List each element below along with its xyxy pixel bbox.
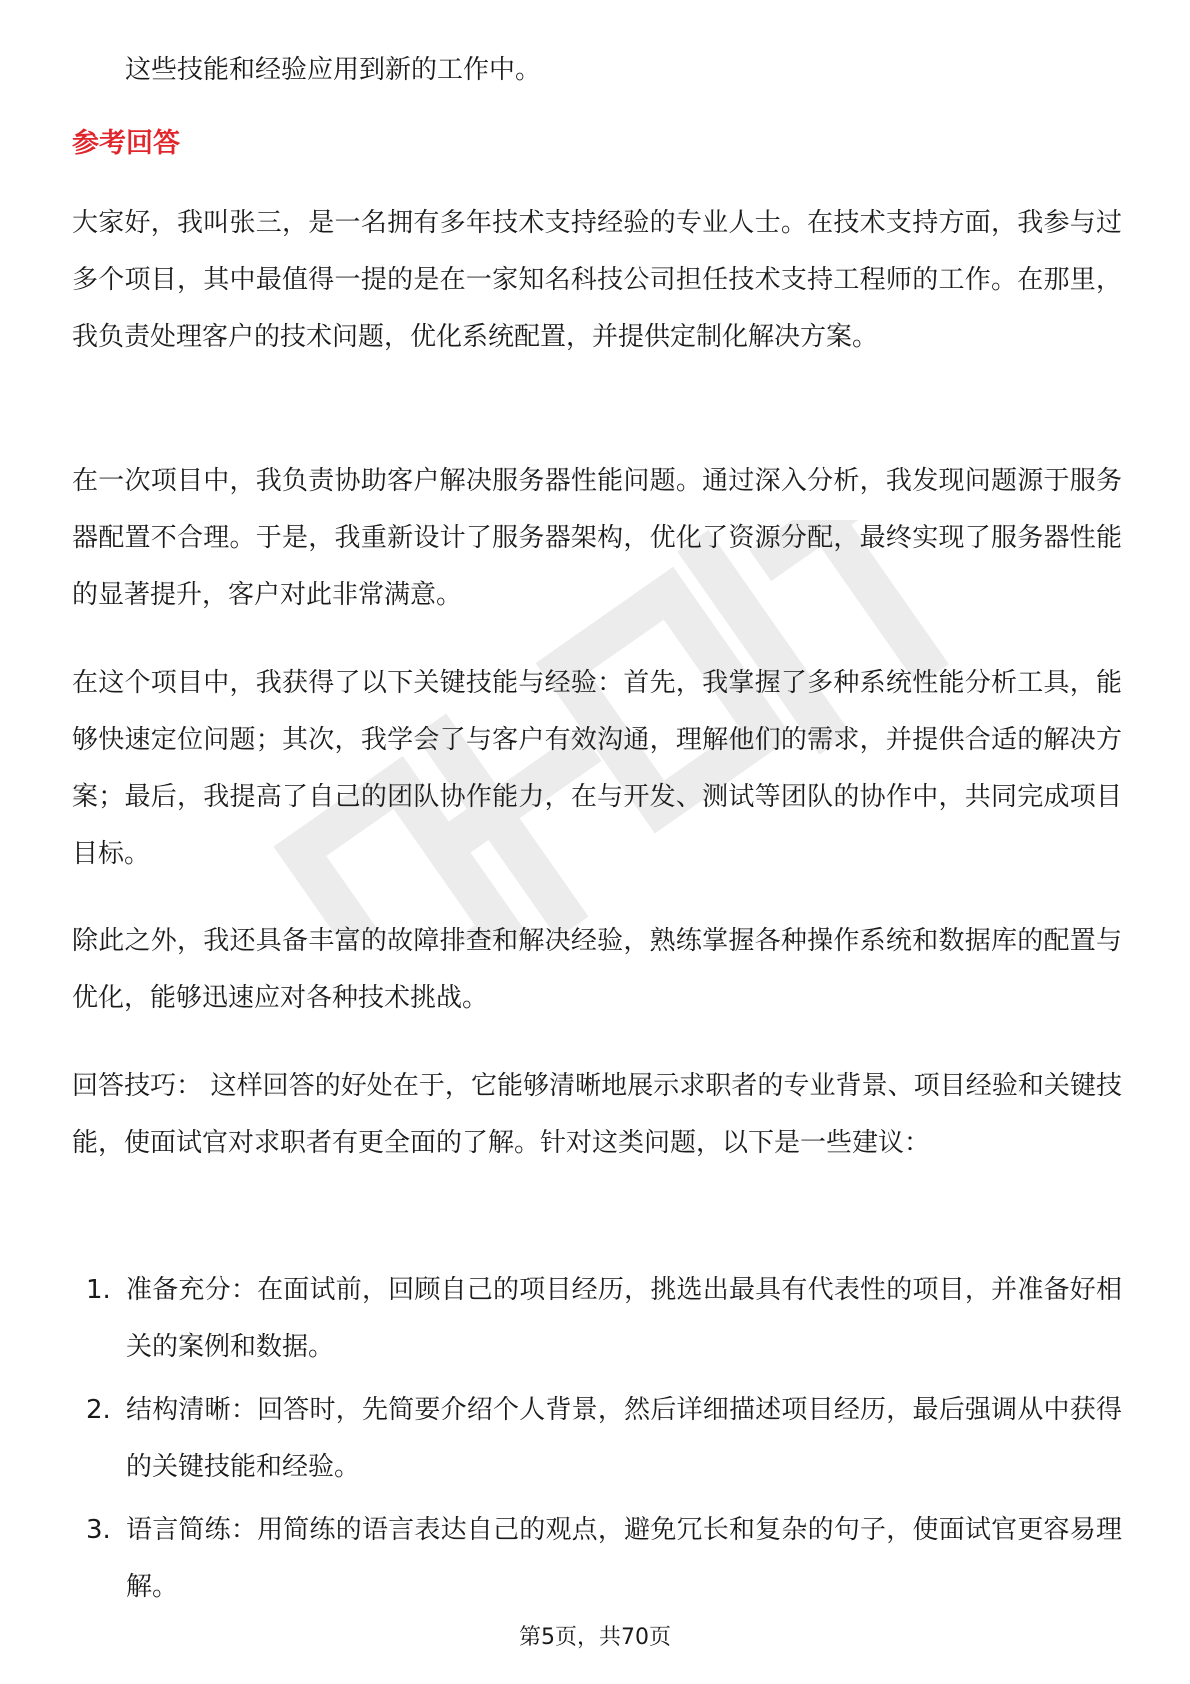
list-item-text: 准备充分：在面试前，回顾自己的项目经历，挑选出最具有代表性的项目，并准备好相关的案例和数据。 bbox=[126, 1275, 1122, 1362]
answer-paragraph-extra: 除此之外，我还具备丰富的故障排查和解决经验，熟练掌握各种操作系统和数据库的配置与优化，能够迅速应对各种技术挑战。 bbox=[72, 926, 1122, 1013]
list-item-number: 2. bbox=[86, 1395, 111, 1425]
list-item bbox=[72, 1502, 1122, 1616]
answer-tips-paragraph: 回答技巧： 这样回答的好处在于，它能够清晰地展示求职者的专业背景、项目经验和关键技能，使面试官对求职者有更全面的了解。针对这类问题，以下是一些建议： bbox=[72, 1071, 1122, 1158]
list-item bbox=[72, 1382, 1122, 1496]
continuation-text: 这些技能和经验应用到新的工作中。 bbox=[125, 55, 542, 85]
list-item-text: 语言简练：用简练的语言表达自己的观点，避免冗长和复杂的句子，使面试官更容易理解。 bbox=[126, 1515, 1122, 1602]
tips-list bbox=[72, 1262, 1122, 1622]
answer-paragraph-project: 在一次项目中，我负责协助客户解决服务器性能问题。通过深入分析，我发现问题源于服务器配置不合理。于是，我重新设计了服务器架构，优化了资源分配，最终实现了服务器性能的显著提升，客户对此非常满意。 bbox=[72, 466, 1122, 610]
answer-paragraph-intro: 大家好，我叫张三，是一名拥有多年技术支持经验的专业人士。在技术支持方面，我参与过多个项目，其中最值得一提的是在一家知名科技公司担任技术支持工程师的工作。在那里，我负责处理客户的技术问题，优化系统配置，并提供定制化解决方案。 bbox=[72, 208, 1122, 352]
section-heading: 参考回答 bbox=[72, 128, 180, 159]
list-item-number: 1. bbox=[86, 1275, 111, 1305]
list-item-number: 3. bbox=[86, 1515, 111, 1545]
page-footer: 第5页，共70页 bbox=[519, 1625, 671, 1650]
answer-paragraph-skills: 在这个项目中，我获得了以下关键技能与经验：首先，我掌握了多种系统性能分析工具，能够快速定位问题；其次，我学会了与客户有效沟通，理解他们的需求，并提供合适的解决方案；最后，我提高了自己的团队协作能力，在与开发、测试等团队的协作中，共同完成项目目标。 bbox=[72, 668, 1122, 869]
list-item-text: 结构清晰：回答时，先简要介绍个人背景，然后详细描述项目经历，最后强调从中获得的关键技能和经验。 bbox=[126, 1395, 1122, 1482]
list-item bbox=[72, 1262, 1122, 1376]
